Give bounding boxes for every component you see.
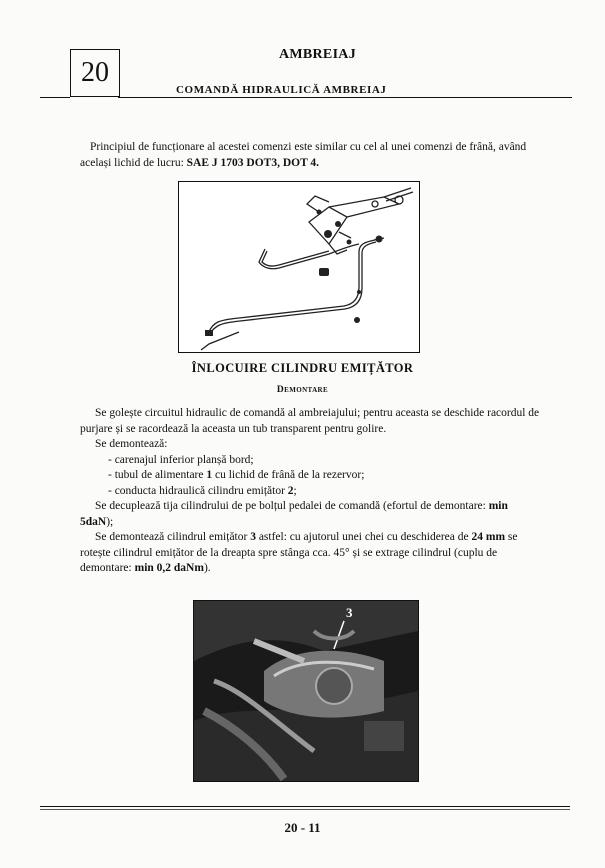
chapter-number-box: 20 <box>70 49 120 97</box>
text: astfel: cu ajutorul unei chei cu deschiderea de <box>255 531 472 543</box>
list-item-text: cu lichid de frână de la rezervor; <box>212 469 365 481</box>
force-value: min 5daN <box>80 500 508 528</box>
fluid-spec: SAE J 1703 DOT3, DOT 4. <box>186 156 320 169</box>
text: ). <box>203 562 211 574</box>
paragraph-drain: Se golește circuitul hidraulic de comandă al ambreiajului; pentru aceasta se deschide racordul de purjare și se racordează la aceasta un tub transparent pentru golire. <box>80 407 540 435</box>
page-subtitle: COMANDĂ HIDRAULICĂ AMBREIAJ <box>176 84 387 96</box>
list-item-text: ; <box>293 484 297 497</box>
torque-value: min 0,2 daNm <box>134 562 204 574</box>
engine-bay-illustration <box>194 601 418 781</box>
section-title: ÎNLOCUIRE CILINDRU EMIȚĂTOR <box>191 361 414 375</box>
wrench-size: 24 mm <box>471 531 506 543</box>
paragraph-remove-cylinder <box>80 530 542 577</box>
paragraph-remove-intro: Se demontează: <box>95 438 168 450</box>
footer-rule <box>40 806 570 807</box>
page-title: AMBREIAJ <box>278 47 357 62</box>
footer-rule-thin <box>40 809 570 810</box>
list-item <box>80 468 542 484</box>
hydraulic-circuit-diagram <box>178 181 420 353</box>
engine-bay-photo <box>193 600 419 782</box>
intro-paragraph <box>80 140 540 171</box>
part-ref: 3 <box>250 531 256 543</box>
paragraph-decouple <box>80 499 542 530</box>
procedure-text <box>80 406 542 577</box>
list-item-text: - tubul de alimentare <box>108 469 207 481</box>
list-item-text: - conducta hidraulică cilindru emițător <box>108 484 288 497</box>
text: Se demontează cilindrul emițător <box>95 531 251 543</box>
header-rule-left <box>40 97 70 98</box>
list-item <box>80 484 542 500</box>
list-item-text: - carenajul inferior planșă bord; <box>108 453 254 466</box>
list-item <box>80 453 542 469</box>
text: Se decuplează tija cilindrului de pe bolțul pedalei de comandă (efortul de demontare: <box>95 500 489 512</box>
list-item-ref: 1 <box>206 469 213 481</box>
header-rule <box>118 97 572 98</box>
hydraulic-circuit-illustration <box>179 182 419 352</box>
photo-callout-3: 3 <box>346 605 353 620</box>
list-item-ref: 2 <box>287 484 294 497</box>
section-subtitle: Demontare <box>276 385 329 395</box>
text: ); <box>106 515 114 528</box>
intro-text: Principiul de funcționare al acestei comenzi este similar cu cel al unei comenzi de frână, având același lichid de lucru: <box>80 141 527 169</box>
page-number: 20 - 11 <box>284 820 321 835</box>
text: se rotește cilindrul emițător de la dreapta spre stânga cca. 45° și se extrage cilindrul (cuplu de demontare: <box>80 531 518 574</box>
